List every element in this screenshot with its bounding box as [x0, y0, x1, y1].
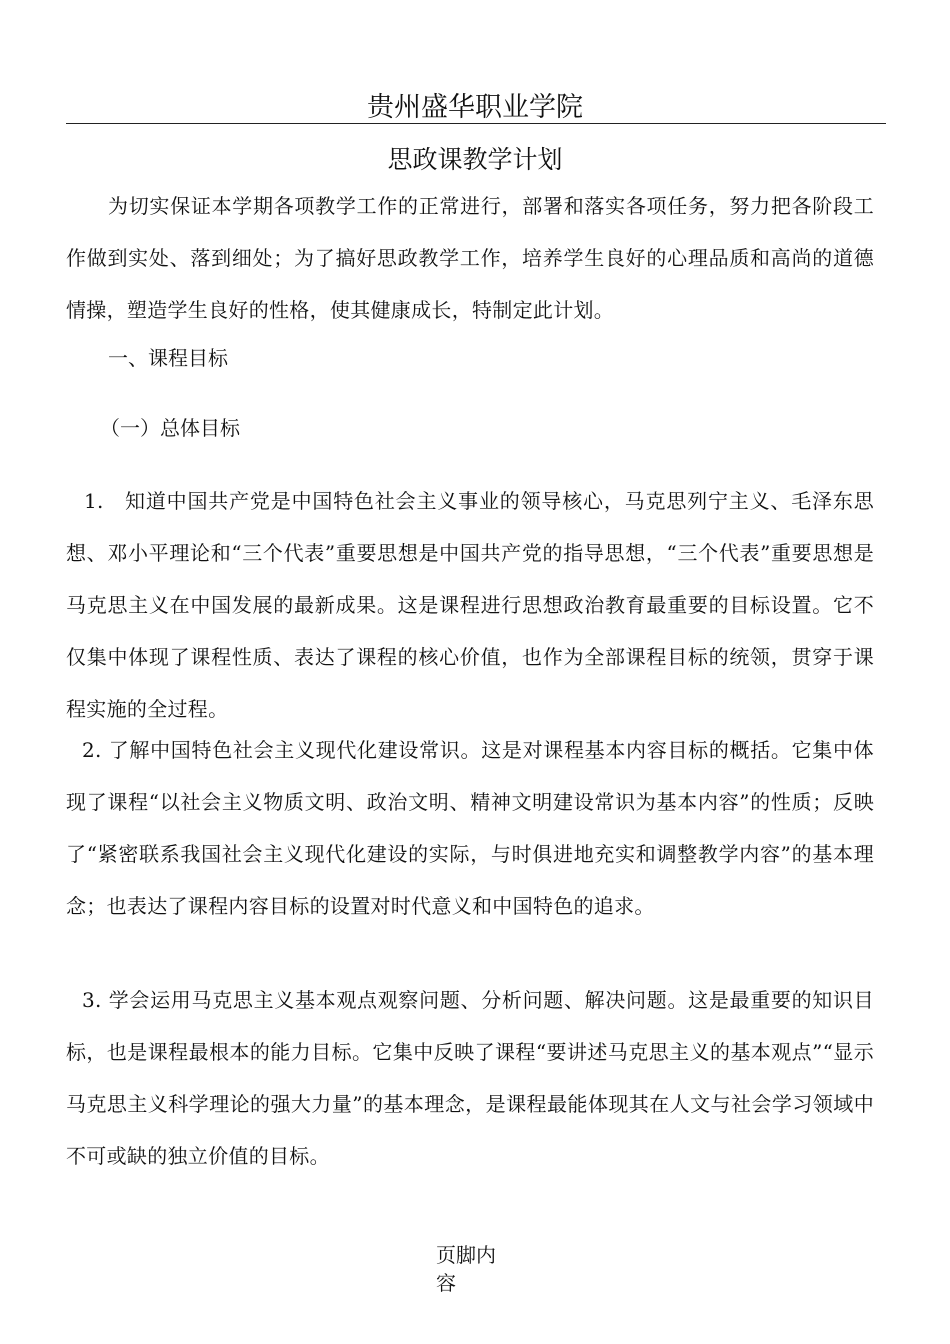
- header-divider: [66, 123, 886, 124]
- document-title: 思政课教学计划: [387, 145, 563, 174]
- intro-paragraph: 为切实保证本学期各项教学工作的正常进行，部署和落实各项任务，努力把各阶段工作做到实处、落到细处；为了搞好思政教学工作，培养学生良好的心理品质和高尚的道德情操，塑造学生良好的性格，使其健康成长，特制定此计划。: [66, 194, 874, 322]
- goal-item-3: 3. 学会运用马克思主义基本观点观察问题、分析问题、解决问题。这是最重要的知识目标，也是课程最根本的能力目标。它集中反映了课程“要讲述马克思主义的基本观点”“显示马克思主义科学理论的强大力量”的基本理念，是课程最能体现其在人文与社会学习领域中不可或缺的独立价值的目标。: [66, 988, 874, 1168]
- subsection-heading: （一）总体目标: [100, 416, 240, 440]
- page-header-institution: 贵州盛华职业学院: [367, 92, 583, 123]
- goal-item-2: 2. 了解中国特色社会主义现代化建设常识。这是对课程基本内容目标的概括。它集中体现了课程“以社会主义物质文明、政治文明、精神文明建设常识为基本内容”的性质；反映了“紧密联系我国社会主义现代化建设的实际，与时俱进地充实和调整教学内容”的基本理念；也表达了课程内容目标的设置对时代意义和中国特色的追求。: [66, 738, 874, 918]
- page-footer: 页脚内容: [436, 1243, 496, 1295]
- goal-item-1: 1. 知道中国共产党是中国特色社会主义事业的领导核心，马克思列宁主义、毛泽东思想、邓小平理论和“三个代表”重要思想是中国共产党的指导思想，“三个代表”重要思想是马克思主义在中国发展的最新成果。这是课程进行思想政治教育最重要的目标设置。它不仅集中体现了课程性质、表达了课程的核心价值，也作为全部课程目标的统领，贯穿于课程实施的全过程。: [66, 489, 874, 721]
- section-heading: 一、课程目标: [108, 346, 228, 370]
